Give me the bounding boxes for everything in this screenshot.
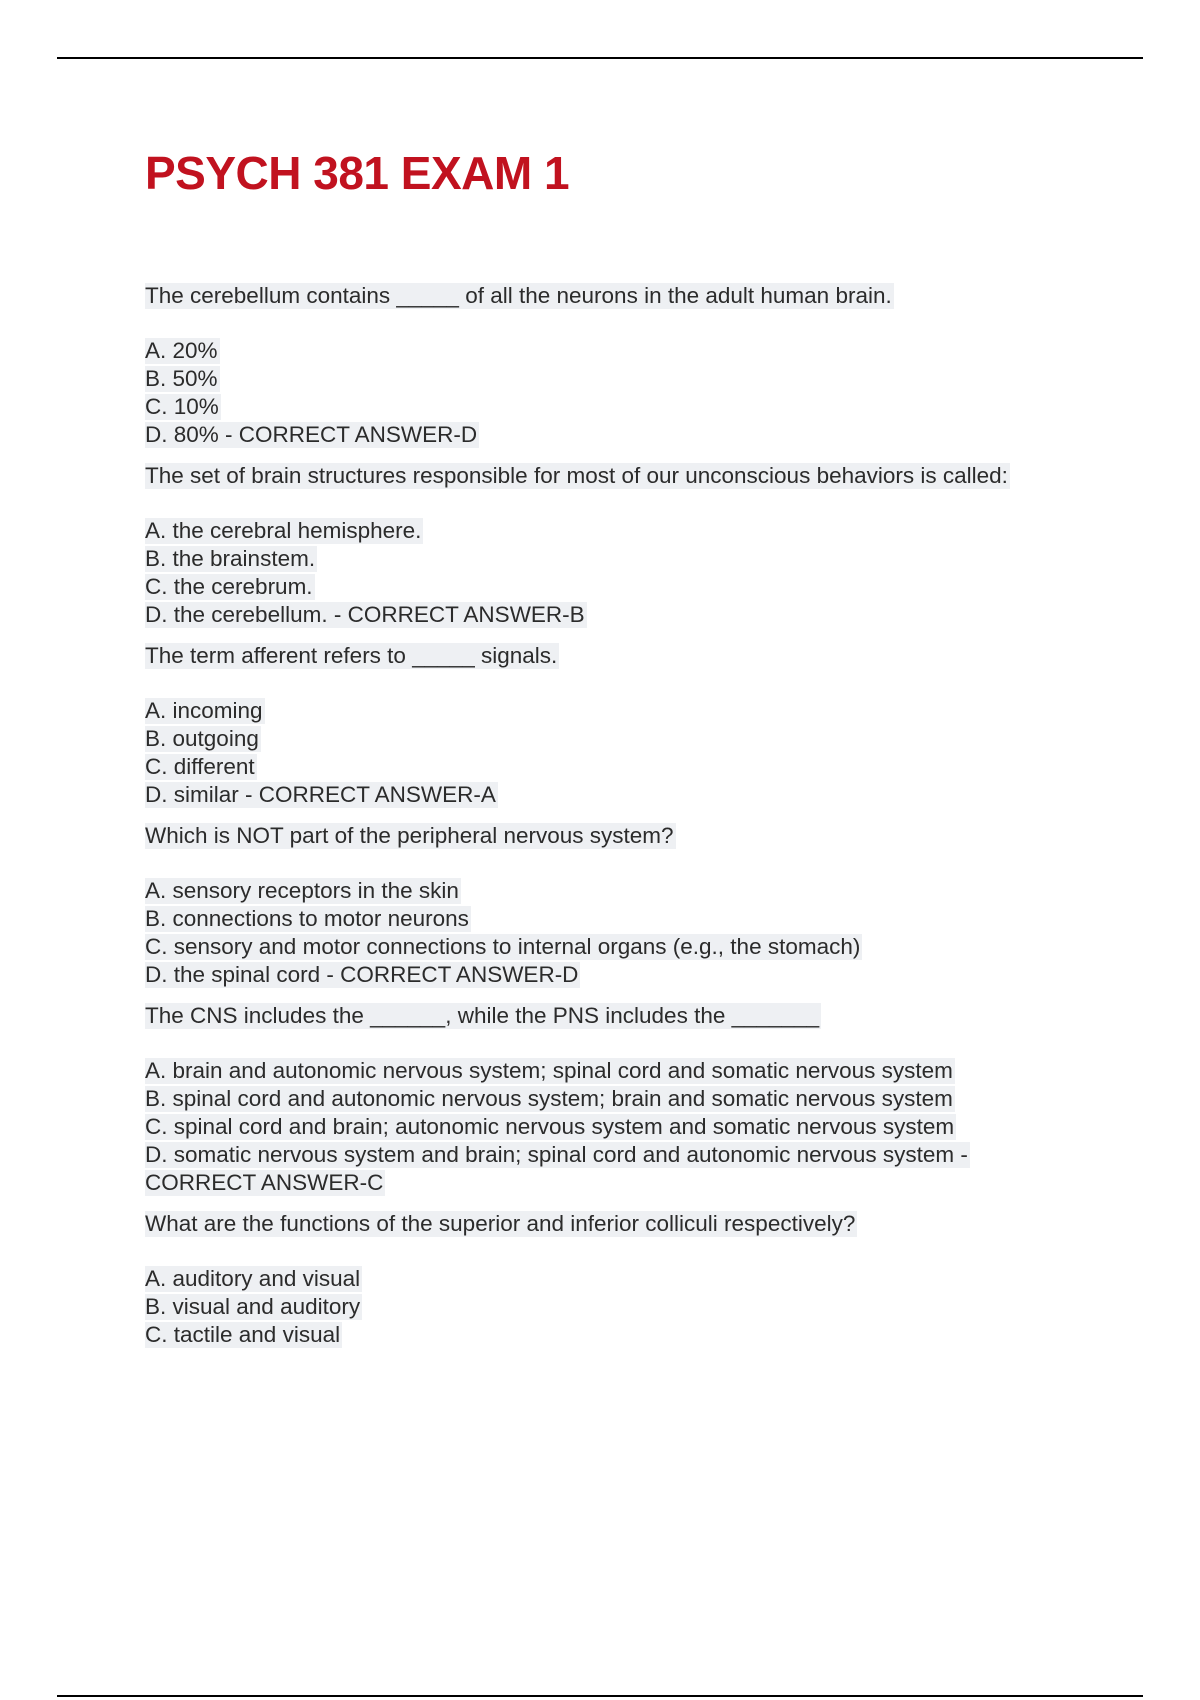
option-b: B. outgoing: [145, 726, 259, 751]
option-a: A. brain and autonomic nervous system; spinal cord and somatic nervous system: [145, 1058, 953, 1083]
option-d-continued: CORRECT ANSWER-C: [145, 1170, 384, 1195]
option-b: B. spinal cord and autonomic nervous system; brain and somatic nervous system: [145, 1086, 953, 1111]
option-a: A. the cerebral hemisphere.: [145, 518, 422, 543]
question-block-5: [145, 1002, 1145, 1197]
option-b: B. the brainstem.: [145, 546, 316, 571]
question-text: Which is NOT part of the peripheral nervous system?: [145, 823, 674, 848]
options-list: [145, 1057, 1145, 1197]
option-d: D. the cerebellum. - CORRECT ANSWER-B: [145, 602, 585, 627]
bottom-rule: [57, 1695, 1143, 1697]
option-c: C. tactile and visual: [145, 1322, 341, 1347]
options-list: [145, 877, 1145, 989]
top-rule: [57, 57, 1143, 59]
option-a: A. incoming: [145, 698, 263, 723]
question-block-3: [145, 642, 1145, 809]
options-list: [145, 337, 1145, 449]
option-c: C. the cerebrum.: [145, 574, 313, 599]
option-d: D. similar - CORRECT ANSWER-A: [145, 782, 496, 807]
option-c: C. 10%: [145, 394, 219, 419]
option-b: B. 50%: [145, 366, 218, 391]
question-text: The cerebellum contains _____ of all the neurons in the adult human brain.: [145, 283, 892, 308]
question-text: The CNS includes the ______, while the PNS includes the _______: [145, 1003, 820, 1028]
option-b: B. visual and auditory: [145, 1294, 361, 1319]
question-text: The term afferent refers to _____ signals.: [145, 643, 558, 668]
question-text: What are the functions of the superior and inferior colliculi respectively?: [145, 1211, 856, 1236]
options-list: [145, 697, 1145, 809]
option-d: D. somatic nervous system and brain; spinal cord and autonomic nervous system -: [145, 1142, 968, 1167]
option-d: D. the spinal cord - CORRECT ANSWER-D: [145, 962, 579, 987]
question-text: The set of brain structures responsible for most of our unconscious behaviors is called:: [145, 463, 1008, 488]
option-c: C. spinal cord and brain; autonomic nervous system and somatic nervous system: [145, 1114, 955, 1139]
page-title: PSYCH 381 EXAM 1: [145, 147, 570, 199]
option-b: B. connections to motor neurons: [145, 906, 469, 931]
option-c: C. different: [145, 754, 255, 779]
question-block-4: [145, 822, 1145, 989]
option-a: A. 20%: [145, 338, 218, 363]
option-c: C. sensory and motor connections to internal organs (e.g., the stomach): [145, 934, 861, 959]
option-a: A. sensory receptors in the skin: [145, 878, 459, 903]
options-list: [145, 517, 1145, 629]
question-block-2: [145, 462, 1145, 629]
options-list: [145, 1265, 1145, 1349]
question-list: [145, 282, 1145, 1362]
question-block-6: [145, 1210, 1145, 1349]
question-block-1: [145, 282, 1145, 449]
option-d: D. 80% - CORRECT ANSWER-D: [145, 422, 478, 447]
option-a: A. auditory and visual: [145, 1266, 361, 1291]
